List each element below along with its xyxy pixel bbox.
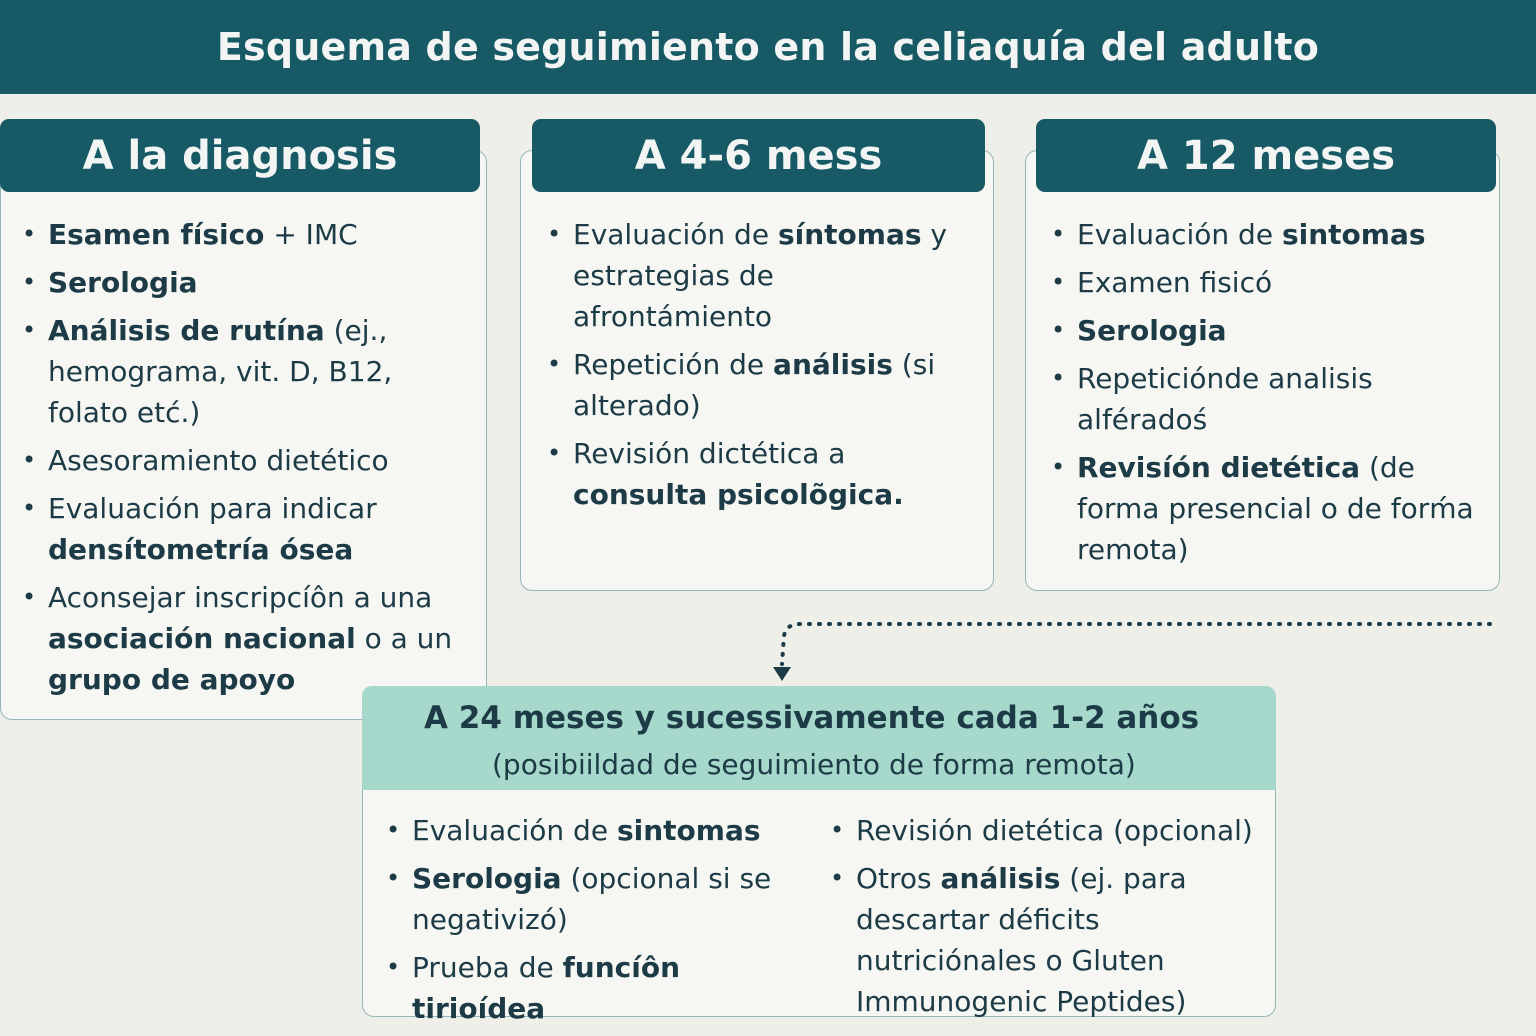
bold-text: Serologia [48,266,198,299]
item-text: o a un [355,622,453,655]
bold-text: asociación nacional [48,622,356,655]
connector-line [782,624,1490,664]
month-4-6-header: A 4-6 mess [532,119,985,192]
item-text: y estrategias de afrontámiento [573,218,948,333]
bold-text: funcíôn tirioídea [412,951,681,1025]
item-text: Aconsejar inscripcíôn a una [48,581,433,614]
bold-text: análisis [773,348,893,381]
item-text: Evaluación de [412,814,617,847]
item-text: (si alterado) [573,348,936,422]
item-text: Repeticiónde analisis alféradoś [1077,362,1373,436]
item-text: (ej., hemograma, vit. D, B12, folato etć.) [48,314,393,429]
item-text: Asesoramiento dietético [48,444,389,477]
bold-text: densítometría ósea [48,533,354,566]
bold-text: grupo de apoyo [48,663,296,696]
followup-subtitle: (posibiildad de seguimiento de forma remota) [492,748,1136,781]
list-item [386,858,806,940]
month-12-header: A 12 meses [1036,119,1496,192]
followup-right-list [830,810,1255,1029]
bold-text: Esamen físico [48,218,265,251]
followup-title: A 24 meses y sucessivamente cada 1-2 años [424,700,1200,736]
bold-text: sintomas [616,814,761,847]
item-text: Otros [856,862,941,895]
item-text: Repetición de [573,348,774,381]
bold-text: Análisis de rutína [48,314,325,347]
item-text: + IMC [264,218,358,251]
bold-text: Serologia [412,862,562,895]
list-item [386,810,806,851]
list-item [386,947,806,1029]
bold-text: Serologia [1077,314,1227,347]
bold-text: Revisíón dietética [1077,451,1361,484]
item-text: (de forma presencial o de forḿa remota) [1077,451,1474,566]
item-text: (opcional si se negativizó) [412,862,772,936]
list-item [830,810,1255,851]
item-text: Evaluación para indicar [48,492,377,525]
diagnosis-header: A la diagnosis [0,119,480,192]
item-text: Prueba de [412,951,563,984]
bold-text: sintomas [1281,218,1426,251]
item-text: (ej. para descartar déficits nutriciónales o Gluten Immunogenic Peptides) [856,862,1187,1018]
bold-text: análisis [940,862,1061,895]
item-text: Revisión dietética (opcional) [856,814,1253,847]
item-text: Examen fisicó [1077,266,1273,299]
list-item [830,858,1255,1022]
followup-left-list [386,810,806,1036]
arrow-down-icon [773,667,791,681]
item-text: Evaluación de [1077,218,1282,251]
followup-header [362,686,1276,790]
bold-text: consulta psicolõgica. [573,478,904,511]
page-title: Esquema de seguimiento en la celiaquía del adulto [216,25,1320,69]
bold-text: síntomas [777,218,922,251]
item-text: Revisión dictética a [573,437,846,470]
item-text: Evaluación de [573,218,778,251]
